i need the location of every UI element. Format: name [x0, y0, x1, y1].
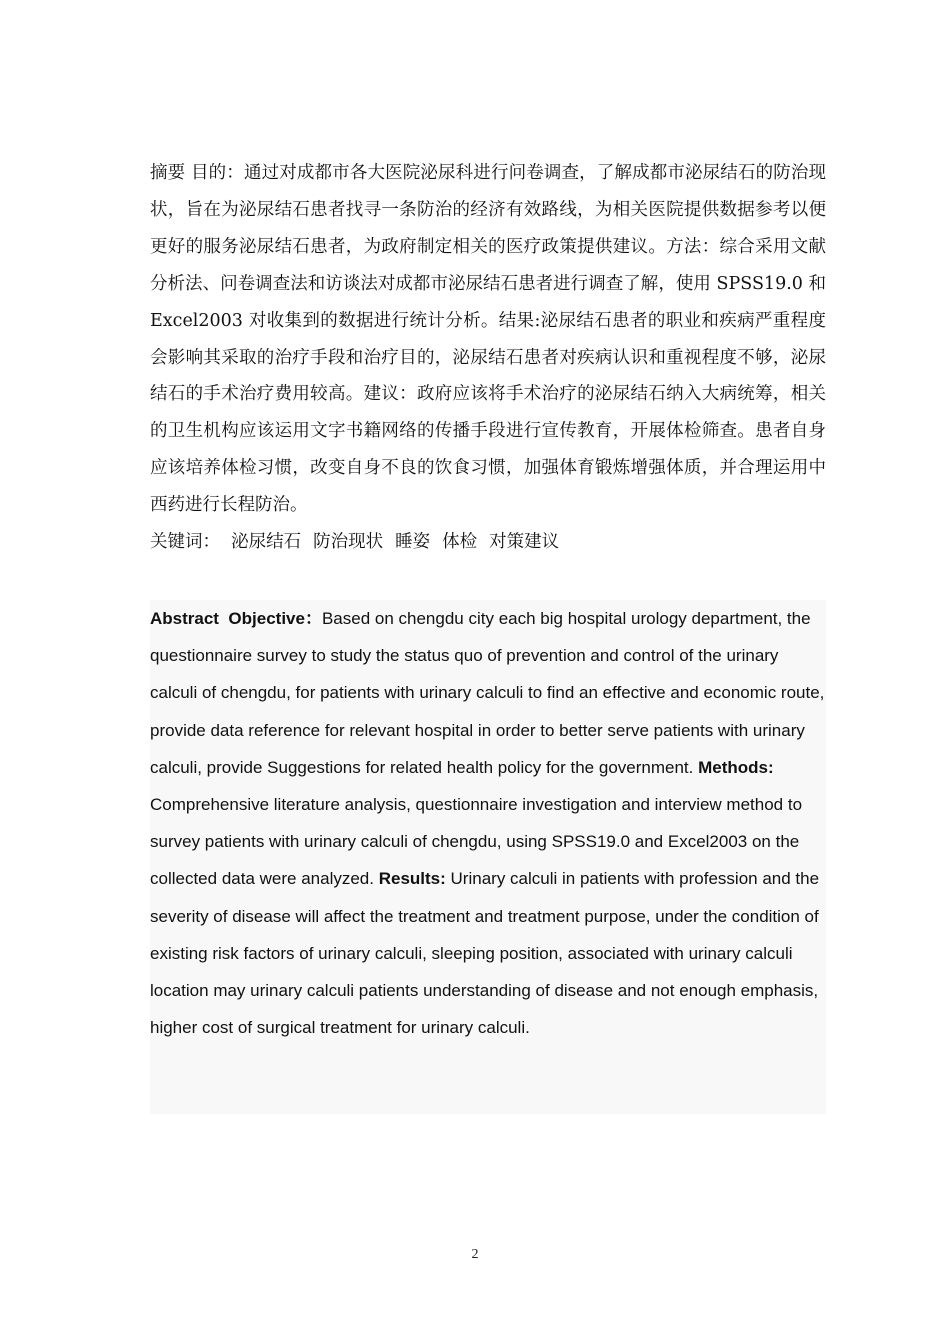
- keyword: 睡姿: [395, 532, 431, 553]
- methods-text: Comprehensive literature analysis, questionnaire investigation and interview method to survey patients with urinary calculi of chengdu, using SPSS19.0 and Excel2003 on the collected data were analyzed.: [150, 795, 803, 889]
- chinese-keywords: [150, 524, 826, 561]
- abstract-label: Abstract: [150, 609, 219, 628]
- chinese-abstract: [150, 155, 826, 561]
- page-number: 2: [471, 1247, 479, 1262]
- english-abstract: [150, 600, 826, 1114]
- keyword: 泌尿结石: [231, 532, 302, 553]
- methods-label: Methods:: [698, 757, 774, 777]
- keyword: 对策建议: [489, 532, 560, 553]
- english-abstract-paragraph: [150, 600, 826, 1046]
- keywords-label: 关键词：: [150, 532, 220, 553]
- results-label: Results:: [378, 869, 446, 889]
- chinese-abstract-label: 摘要: [150, 163, 186, 183]
- keyword: 防治现状: [313, 532, 384, 553]
- results-text: Urinary calculi in patients with profession and the severity of disease will affect the treatment and treatment purpose, under the condition of existing risk factors of urinary calculi, sleeping position, associated with urinary calculi location may urinary calculi patients understanding of disease and not enough emphasis, higher cost of surgical treatment for urinary calculi.: [150, 869, 820, 1038]
- chinese-abstract-body: 目的：通过对成都市各大医院泌尿科进行问卷调查，了解成都市泌尿结石的防治现状，旨在为泌尿结石患者找寻一条防治的经济有效路线，为相关医院提供数据参考以便更好的服务泌尿结石患者，为政府制定相关的医疗政策提供建议。方法：综合采用文献分析法、问卷调查法和访谈法对成都市泌尿结石患者进行调查了解，使用 SPSS19.0 和 Excel2003 对收集到的数据进行统计分析。结果:泌尿结石患者的职业和疾病严重程度会影响其采取的治疗手段和治疗目的，泌尿结石患者对疾病认识和重视程度不够，泌尿结石的手术治疗费用较高。建议：政府应该将手术治疗的泌尿结石纳入大病统筹，相关的卫生机构应该运用文字书籍网络的传播手段进行宣传教育，开展体检筛查。患者自身应该培养体检习惯，改变自身不良的饮食习惯，加强体育锻炼增强体质，并合理运用中西药进行长程防治。: [150, 163, 827, 516]
- keyword: 体检: [442, 532, 478, 553]
- chinese-abstract-paragraph: [150, 155, 826, 524]
- objective-text: Based on chengdu city each big hospital urology department, the questionnaire survey to study the status quo of prevention and control of the urinary calculi of chengdu, for patients with urinary calculi to find an effective and economic route, provide data reference for relevant hospital in order to better serve patients with urinary calculi, provide Suggestions for related health policy for the government.: [150, 609, 825, 777]
- objective-label: Objective：: [228, 609, 322, 628]
